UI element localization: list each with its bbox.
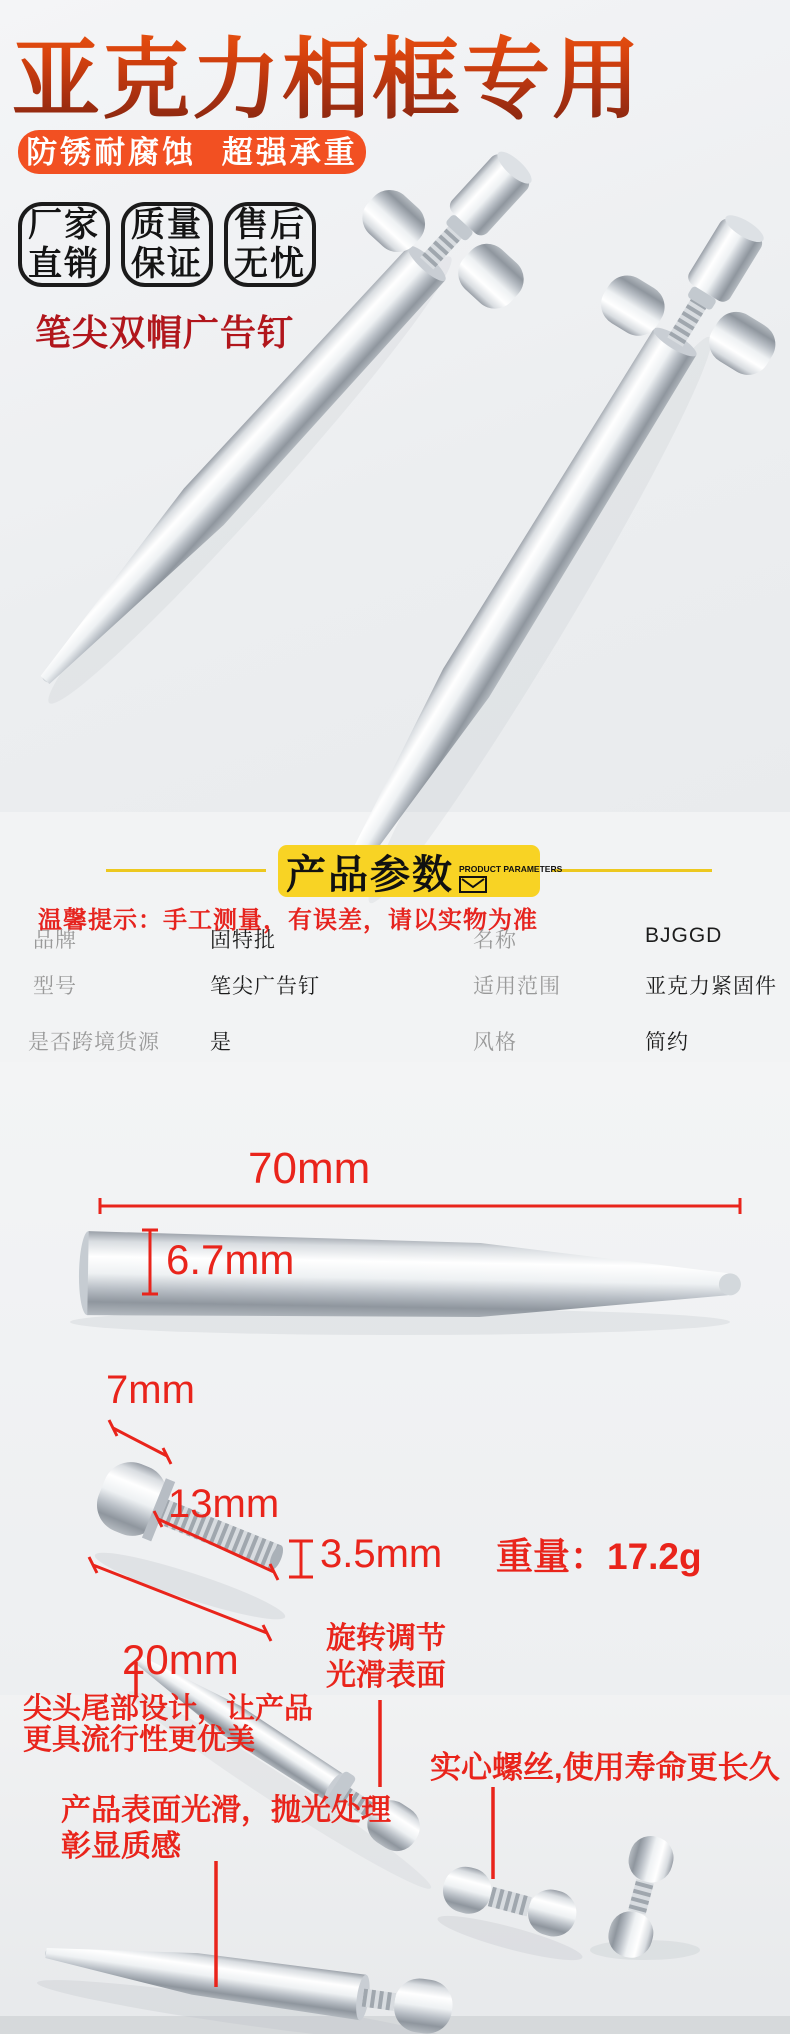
hero-pin-right <box>264 177 790 940</box>
param-value: 简约 <box>645 1031 689 1054</box>
dim-total-label: 20mm <box>122 1636 239 1683</box>
measurement-notice: 温馨提示：手工测量，有误差，请以实物为准 <box>38 907 538 934</box>
params-header <box>278 845 563 897</box>
param-label: 是否跨境货源 <box>28 1031 160 1054</box>
header-line-right <box>552 869 712 872</box>
param-value: 固特批 <box>210 929 276 952</box>
stamp-quality-guarantee: 质量 保证 <box>121 202 213 287</box>
param-label: 名称 <box>473 929 517 952</box>
param-value: 是 <box>210 1031 232 1054</box>
params-title-en: PRODUCT PARAMETERS <box>459 863 563 874</box>
param-label: 风格 <box>473 1031 517 1054</box>
feature-surface-annotation: 产品表面光滑，抛光处理 彰显质感 <box>61 1794 391 1863</box>
param-value: 笔尖广告钉 <box>210 975 320 998</box>
stamp-after-sales: 售后 无忧 <box>224 202 316 287</box>
dim-length-label: 70mm <box>248 1144 371 1193</box>
dim-thread-diameter-label: 3.5mm <box>320 1532 443 1576</box>
trust-stamps <box>18 202 316 287</box>
product-subtitle: 笔尖双帽广告钉 <box>35 312 295 353</box>
stamp-factory-direct: 厂家 直销 <box>18 202 110 287</box>
param-value: 亚克力紧固件 <box>645 975 777 998</box>
feature-badge: 防锈耐腐蚀 超强承重 <box>18 130 366 174</box>
feature-screw-annotation: 实心螺丝,使用寿命更长久 <box>430 1750 780 1785</box>
params-title-cn: 产品参数 <box>286 852 454 897</box>
dim-diameter-label: 6.7mm <box>166 1236 295 1283</box>
param-label: 品牌 <box>33 929 77 952</box>
feature-tip-annotation: 尖头尾部设计，让产品 更具流行性更优美 <box>23 1693 314 1756</box>
dim-head-label: 7mm <box>106 1368 195 1412</box>
page-title: 亚克力相框专用 <box>12 10 778 136</box>
weight-label: 重量：17.2g <box>496 1536 702 1577</box>
header-line-left <box>106 869 266 872</box>
envelope-icon <box>459 876 487 893</box>
dim-thread-length-label: 13mm <box>168 1482 280 1526</box>
param-label: 适用范围 <box>473 975 561 998</box>
param-value: BJGGD <box>645 924 723 947</box>
param-label: 型号 <box>33 975 77 998</box>
feature-rotate-annotation: 旋转调节 光滑表面 <box>326 1622 446 1692</box>
